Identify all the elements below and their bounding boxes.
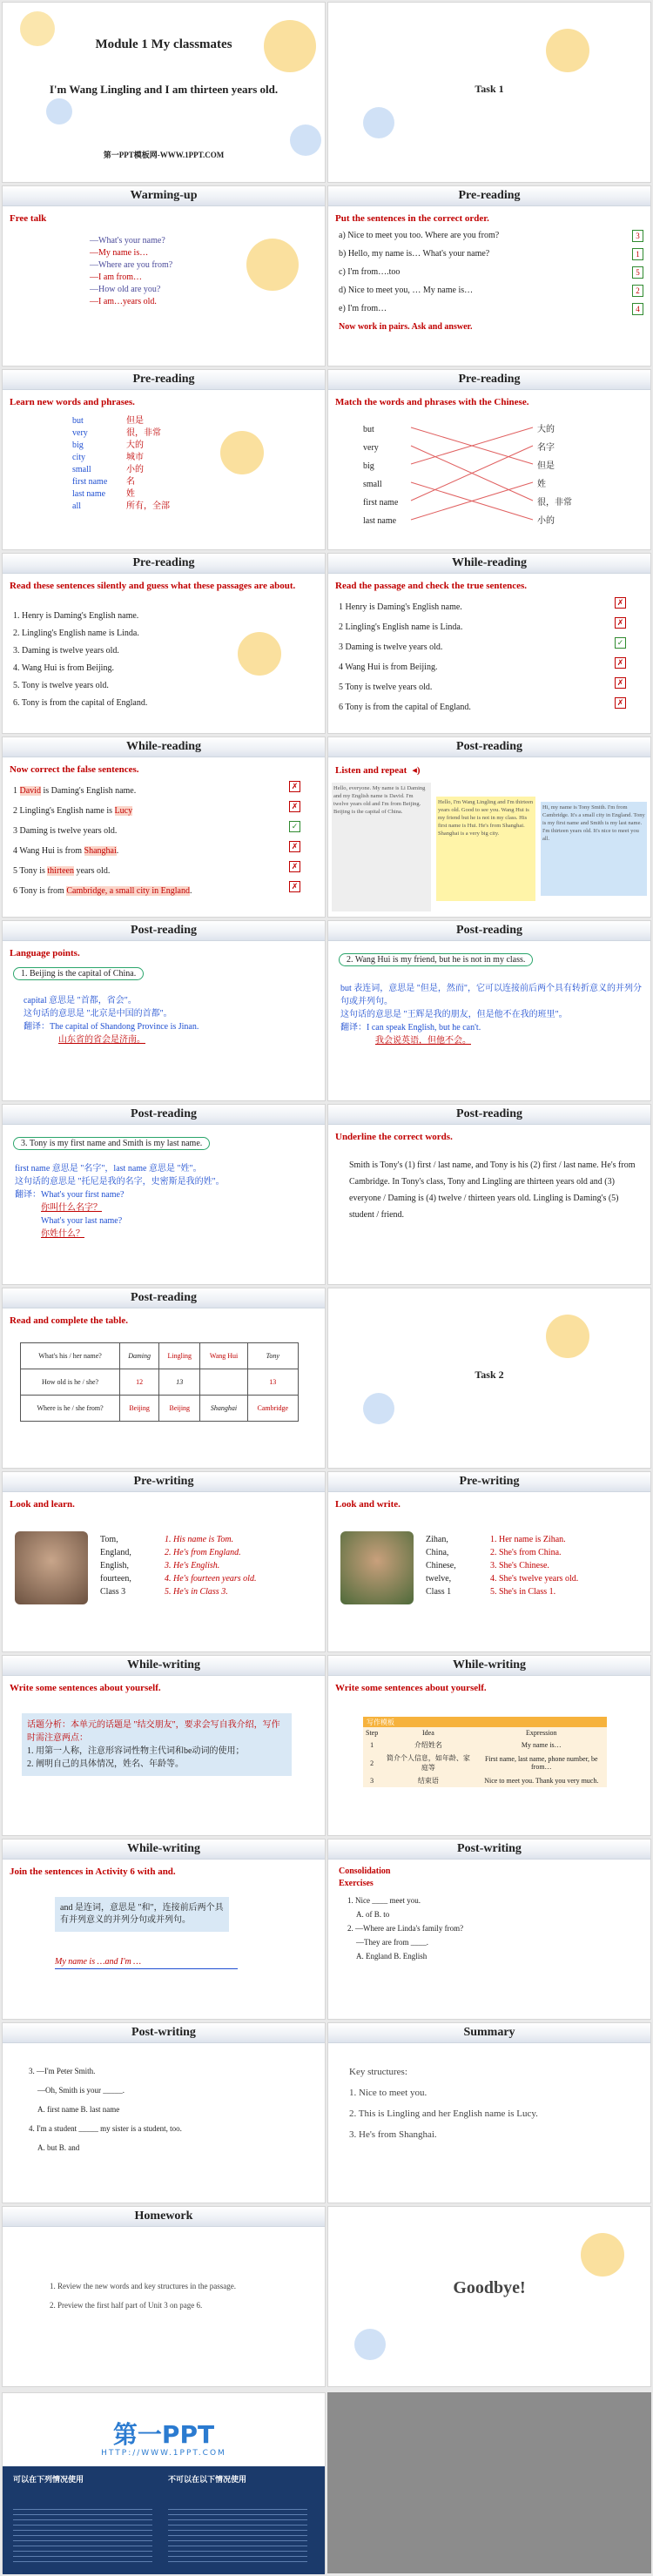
word-zh: 所有，全部 <box>126 501 170 511</box>
match-en[interactable]: last name <box>363 516 397 526</box>
table-cell: Cambridge <box>247 1396 298 1422</box>
match-zh[interactable]: 名字 <box>537 443 555 453</box>
info-item: England, <box>100 1548 131 1557</box>
check-box[interactable]: ✓ <box>289 821 300 832</box>
template-cell: 结束语 <box>417 1777 439 1785</box>
slide-heading: Write some sentences about yourself. <box>10 1683 161 1693</box>
slide-language-1[interactable] <box>2 920 326 1101</box>
passage-tony: Hi, my name is Tony Smith. I'm from Cambridge. It's a small city in England. Tony is my first name and Smith is my last name. I'm thirteen years old. It's nice to meet you all. <box>541 802 647 896</box>
word-zh: 但是 <box>126 416 144 426</box>
slide-underline[interactable] <box>327 1104 651 1285</box>
correct-text: 1 <box>13 786 20 796</box>
goodbye-text: Goodbye! <box>453 2278 526 2297</box>
table-header: What's his / her name? <box>21 1343 120 1369</box>
slide-look-learn[interactable] <box>2 1471 326 1652</box>
slide-bar: While-writing <box>3 1656 325 1676</box>
answer-line: 5. She's in Class 1. <box>490 1587 556 1597</box>
template-cell: 介绍姓名 <box>414 1741 442 1749</box>
dialog-line: —Where are you from? <box>90 260 173 270</box>
correct-word: Cambridge, a small city in England <box>66 886 190 896</box>
guess-item: 3. Daming is twelve years old. <box>13 646 119 656</box>
slide-words[interactable] <box>2 369 326 550</box>
slide-exercises-2[interactable] <box>2 2022 326 2203</box>
slide-bar: Pre-reading <box>328 370 650 390</box>
passage-daming: Hello, everyone. My name is Li Daming and my English name is David. I'm twelve years old and I'm from Beijing. Beijing is the capital of China. <box>332 783 431 911</box>
slide-bar: Post-reading <box>328 737 650 757</box>
word-zh: 小的 <box>126 465 144 474</box>
slide-bar: Summary <box>328 2023 650 2043</box>
brand-url[interactable]: HTTP://WWW.1PPT.COM <box>101 2449 226 2458</box>
dialog-line: —I am…years old. <box>90 297 157 306</box>
tip-box <box>22 1713 292 1776</box>
model-line: 3. He's English. <box>165 1561 220 1570</box>
match-en[interactable]: small <box>363 480 382 489</box>
homework-item: 2. Preview the first half part of Unit 3 on page 6. <box>50 2301 203 2310</box>
slide-summary[interactable] <box>327 2022 651 2203</box>
underline-passage: Smith is Tony's (1) first / last name, and Tony is his (2) first / last name. He's from Cambridge. In Tony's class, Tony and Lingling are thirteen years old and (3) everyone / Daming is (4) twelve / thirteen years old. Lingling is Daming's (5) student / friend. <box>349 1160 636 1220</box>
dialog-line: —I am from… <box>90 272 142 282</box>
slide-bar: Post-reading <box>3 921 325 941</box>
slide-table[interactable] <box>2 1288 326 1469</box>
options[interactable]: A. of B. to <box>356 1910 390 1919</box>
instruction: Now work in pairs. Ask and answer. <box>339 322 473 332</box>
correct-word: David <box>19 786 41 796</box>
table-cell: 13 <box>159 1369 200 1396</box>
check-item: 2 Lingling's English name is Linda. <box>339 622 463 632</box>
slide-title[interactable] <box>2 2 326 183</box>
table-cell: 13 <box>247 1369 298 1396</box>
slide-bar: Pre-reading <box>3 554 325 574</box>
slide-language-2[interactable] <box>327 920 651 1101</box>
correct-word: Lucy <box>114 806 133 816</box>
table-cell <box>200 1369 247 1396</box>
slide-bar: Post-reading <box>328 1105 650 1125</box>
logo-text: 第一PPT模板网-WWW.1PPT.COM <box>103 151 225 159</box>
question: —They are from ____. <box>356 1938 428 1947</box>
slide-heading: Look and write. <box>335 1499 401 1510</box>
slide-bar: Post-reading <box>328 921 650 941</box>
check-item: 6 Tony is from the capital of England. <box>339 703 471 712</box>
template-cell: First name, last name, phone number, be from… <box>484 1755 598 1771</box>
match-zh[interactable]: 小的 <box>537 516 555 526</box>
template-col: Step <box>366 1729 379 1737</box>
template-cell: 简介个人信息，如年龄、家庭等 <box>386 1754 470 1772</box>
slide-homework[interactable] <box>2 2206 326 2387</box>
ad-right-title: 不可以在以下情况使用 <box>168 2476 247 2485</box>
options[interactable]: A. but B. and <box>37 2143 80 2152</box>
model-line: 2. He's from England. <box>165 1548 241 1557</box>
page-title: Module 1 My classmates <box>95 37 232 51</box>
check-box[interactable]: ✗ <box>615 617 626 629</box>
boy-photo <box>15 1531 88 1604</box>
slide-bar: Pre-reading <box>3 370 325 390</box>
key-sentence: 2. Wang Hui is my friend, but he is not in my class. <box>339 953 533 966</box>
check-item: 5 Tony is twelve years old. <box>339 683 433 692</box>
check-box[interactable]: ✗ <box>289 781 300 792</box>
note-line: 这句话的意思是 "托尼是我的名字，史密斯是我的姓"。 <box>15 1177 225 1187</box>
match-en[interactable]: but <box>363 425 374 434</box>
summary-item: 1. Nice to meet you. <box>349 2088 427 2098</box>
slide-bar: Pre-reading <box>328 186 650 206</box>
question: 3. —I'm Peter Smith. <box>29 2067 96 2075</box>
task-title: Task 2 <box>475 1369 504 1381</box>
slide-exercises-1[interactable] <box>327 1839 651 2020</box>
table-header: Lingling <box>159 1343 200 1369</box>
model-line: 1. His name is Tom. <box>165 1535 234 1544</box>
note-line: 你姓什么？ <box>41 1229 84 1239</box>
slide-bar: Pre-writing <box>328 1472 650 1492</box>
check-box[interactable]: ✗ <box>615 677 626 689</box>
word-en: very <box>72 428 88 438</box>
word-en: first name <box>72 477 108 487</box>
slide-heading: Write some sentences about yourself. <box>335 1683 487 1693</box>
slide-task2[interactable] <box>327 1288 651 1469</box>
question: 2. —Where are Linda's family from? <box>347 1924 464 1933</box>
summary-item: 2. This is Lingling and her English name is Lucy. <box>349 2109 538 2119</box>
slide-join[interactable] <box>2 1839 326 2020</box>
slide-heading: Learn new words and phrases. <box>10 397 135 407</box>
answer-line: 4. She's twelve years old. <box>490 1574 579 1584</box>
table-cell: 12 <box>120 1369 159 1396</box>
check-item: 3 Daming is twelve years old. <box>339 642 443 652</box>
table-cell: Shanghai <box>200 1396 247 1422</box>
word-en: but <box>72 416 84 426</box>
key-sentence: 3. Tony is my first name and Smith is my last name. <box>13 1137 210 1150</box>
options[interactable]: A. first name B. last name <box>37 2105 120 2114</box>
slide-bar: While-writing <box>3 1840 325 1860</box>
order-number[interactable]: 5 <box>632 266 643 279</box>
correct-text: years old. <box>73 866 111 876</box>
check-box[interactable]: ✗ <box>615 697 626 709</box>
slide-bar: While-reading <box>3 737 325 757</box>
slide-heading: Put the sentences in the correct order. <box>335 213 489 224</box>
info-item: twelve, <box>426 1574 452 1584</box>
word-en: big <box>72 441 84 450</box>
correct-text: 2 Lingling's English name is <box>13 806 115 816</box>
slide-heading: Join the sentences in Activity 6 with and. <box>10 1866 176 1877</box>
word-en: all <box>72 501 81 511</box>
page-subtitle: I'm Wang Lingling and I am thirteen years old. <box>49 83 279 96</box>
dialog-line: —What's your name? <box>90 236 165 245</box>
match-en[interactable]: big <box>363 461 374 471</box>
note-line: 翻译：I can speak English, but he can't. <box>340 1023 481 1032</box>
dialog-line: —My name is… <box>90 248 149 258</box>
correct-word: Shanghai <box>84 846 117 856</box>
slide-heading: Read the passage and check the true sentences. <box>335 581 527 591</box>
guess-item: 5. Tony is twelve years old. <box>13 681 109 690</box>
info-item: Class 3 <box>100 1587 126 1597</box>
correct-text: is Daming's English name. <box>40 786 137 796</box>
summary-head: Key structures: <box>349 2067 407 2077</box>
options[interactable]: A. England B. English <box>356 1952 427 1961</box>
check-item: 4 Wang Hui is from Beijing. <box>339 662 438 672</box>
note-line: 翻译：The capital of Shandong Province is Jinan. <box>24 1022 199 1032</box>
key-sentence: 1. Beijing is the capital of China. <box>13 967 144 980</box>
slide-ad[interactable] <box>2 2392 326 2573</box>
slide-heading: Look and learn. <box>10 1499 75 1510</box>
info-table <box>20 1342 299 1422</box>
ad-left-title: 可以在下列情况使用 <box>13 2476 84 2485</box>
correct-text: 5 Tony is <box>13 866 48 876</box>
slide-bar: Post-writing <box>328 1840 650 1860</box>
girl-photo <box>340 1531 414 1604</box>
guess-item: 4. Wang Hui is from Beijing. <box>13 663 114 673</box>
info-item: Tom, <box>100 1535 118 1544</box>
info-item: English, <box>100 1561 130 1570</box>
slide-heading: Listen and repeat ◂) <box>335 765 421 776</box>
check-box[interactable]: ✗ <box>615 597 626 609</box>
slide-bar: Post-reading <box>3 1105 325 1125</box>
info-item: Zihan, <box>426 1535 448 1544</box>
question: 1. Nice ____ meet you. <box>347 1896 421 1905</box>
correct-text: . <box>116 846 119 856</box>
summary-item: 3. He's from Shanghai. <box>349 2129 437 2140</box>
order-number[interactable]: 4 <box>632 303 643 315</box>
note-line: 我会说英语，但他不会。 <box>375 1036 471 1046</box>
match-zh[interactable]: 很，非常 <box>537 498 572 508</box>
slide-check[interactable] <box>327 553 651 734</box>
slide-order[interactable] <box>327 185 651 367</box>
model-sentence: My name is …and I'm … <box>55 1956 238 1969</box>
word-zh: 姓 <box>126 489 135 499</box>
slide-bar: Homework <box>3 2207 325 2227</box>
template-col: Idea <box>422 1729 434 1737</box>
guess-item: 1. Henry is Daming's English name. <box>13 611 139 621</box>
order-number[interactable]: 2 <box>632 285 643 297</box>
template-cell: 2 <box>370 1759 374 1767</box>
slide-match[interactable] <box>327 369 651 550</box>
note-line: 这句话的意思是 "北京是中国的首都"。 <box>24 1009 172 1019</box>
guess-item: 2. Lingling's English name is Linda. <box>13 629 139 638</box>
word-en: last name <box>72 489 106 499</box>
table-header: Tony <box>247 1343 298 1369</box>
tip-line: 2. 阐明自己的具体情况，姓名、年龄等。 <box>27 1759 184 1769</box>
note-line: 山东省的省会是济南。 <box>58 1035 145 1045</box>
table-cell: Where is he / she from? <box>21 1396 120 1422</box>
ad-right-links[interactable] <box>168 2505 307 2566</box>
slide-heading: Read and complete the table. <box>10 1315 128 1326</box>
info-item: Chinese, <box>426 1561 456 1570</box>
template-table <box>363 1727 607 1787</box>
dialog-line: —How old are you? <box>90 285 161 294</box>
note-line: 翻译：What's your first name? <box>15 1190 125 1200</box>
check-box[interactable]: ✗ <box>615 657 626 669</box>
template-tag: 写作模板 <box>363 1717 607 1728</box>
word-zh: 城市 <box>126 453 144 462</box>
task-title: Task 1 <box>475 83 504 95</box>
note-line: 你叫什么名字？ <box>41 1203 102 1213</box>
info-item: fourteen, <box>100 1574 131 1584</box>
note-line: but 表连词，意思是 "但是，然而"，它可以连接前后两个具有转折意义的并列分句或并列句。 <box>340 984 642 1006</box>
template-cell: My name is… <box>521 1741 562 1749</box>
template-col: Expression <box>526 1729 557 1737</box>
table-header: Wang Hui <box>200 1343 247 1369</box>
match-zh[interactable]: 大的 <box>537 425 555 434</box>
slide-bar: While-writing <box>328 1656 650 1676</box>
slide-language-3[interactable] <box>2 1104 326 1285</box>
correct-text: 4 Wang Hui is from <box>13 846 84 856</box>
answer-line: 1. Her name is Zihan. <box>490 1535 566 1544</box>
slide-writing-template[interactable] <box>327 1655 651 1836</box>
note-line: first name 意思是 "名字"，last name 意思是 "姓"。 <box>15 1164 202 1174</box>
correct-text: 3 Daming is twelve years old. <box>13 826 118 836</box>
and-box: and 是连词，意思是 "和"，连接前后两个具有并列意义的并列分句或并列句。 <box>55 1897 229 1932</box>
slide-guess[interactable] <box>2 553 326 734</box>
empty-cell <box>327 2392 651 2573</box>
order-item: a) Nice to meet you too. Where are you from? <box>339 231 500 240</box>
order-item: b) Hello, my name is… What's your name? <box>339 249 490 259</box>
word-zh: 大的 <box>126 441 144 450</box>
match-en[interactable]: very <box>363 443 379 453</box>
correct-text: . <box>189 886 192 896</box>
tip-line: 话题分析：本单元的话题是 "结交朋友"，要求会写自我介绍，写作时需注意两点： <box>27 1720 280 1743</box>
speaker-icon[interactable]: ◂) <box>412 765 421 776</box>
slide-bar: While-reading <box>328 554 650 574</box>
slide-goodbye[interactable] <box>327 2206 651 2387</box>
order-item: e) I'm from… <box>339 304 387 313</box>
table-cell: Beijing <box>159 1396 200 1422</box>
order-number[interactable]: 1 <box>632 248 643 260</box>
check-box[interactable]: ✓ <box>615 637 626 649</box>
note-line: 这句话的意思是 "王辉是我的朋友，但是他不在我的班里"。 <box>340 1010 568 1019</box>
note-line: capital 意思是 "首都，省会"。 <box>24 996 137 1006</box>
word-zh: 名 <box>126 477 135 487</box>
slide-writing-tips[interactable] <box>2 1655 326 1836</box>
check-box[interactable]: ✗ <box>289 801 300 812</box>
slide-bar: Post-writing <box>3 2023 325 2043</box>
section-heading: Exercises <box>339 1879 374 1888</box>
check-box[interactable]: ✗ <box>289 841 300 852</box>
slide-warming-up[interactable] <box>2 185 326 367</box>
table-header: Daming <box>120 1343 159 1369</box>
slide-heading: Free talk <box>10 213 47 224</box>
info-item: China, <box>426 1548 449 1557</box>
question: —Oh, Smith is your _____. <box>37 2086 125 2095</box>
slide-heading: Now correct the false sentences. <box>10 764 139 775</box>
word-zh: 很，非常 <box>126 428 161 438</box>
match-zh[interactable]: 但是 <box>537 461 555 471</box>
passage-lingling: Hello, I'm Wang Lingling and I'm thirteen years old. Good to see you. Wang Hui is my friend but he is not in my class. His first name is Hui. He's from Shanghai. Shanghai is a very big city. <box>436 797 535 901</box>
ad-left-links[interactable] <box>13 2505 152 2566</box>
slide-heading: Underline the correct words. <box>335 1132 453 1142</box>
homework-item: 1. Review the new words and key structures in the passage. <box>50 2282 236 2290</box>
slide-listen[interactable] <box>327 736 651 918</box>
answer-line: 3. She's Chinese. <box>490 1561 549 1570</box>
slide-bar: Warming-up <box>3 186 325 206</box>
template-cell: Nice to meet you. Thank you very much. <box>484 1777 599 1785</box>
slide-look-write[interactable] <box>327 1471 651 1652</box>
correct-text: 6 Tony is from <box>13 886 67 896</box>
word-en: city <box>72 453 85 462</box>
template-cell: 3 <box>370 1777 374 1785</box>
model-line: 4. He's fourteen years old. <box>165 1574 257 1584</box>
order-item: c) I'm from….too <box>339 267 401 277</box>
section-heading: Consolidation <box>339 1866 391 1876</box>
correct-word: thirteen <box>47 866 74 876</box>
tip-line: 1. 用第一人称，注意形容词性物主代词和be动词的使用； <box>27 1746 245 1756</box>
slide-correct[interactable] <box>2 736 326 918</box>
slide-bar: Post-reading <box>3 1288 325 1308</box>
slide-heading: Match the words and phrases with the Chinese. <box>335 397 529 407</box>
slide-heading: Language points. <box>10 948 80 958</box>
check-box[interactable]: ✗ <box>289 861 300 872</box>
table-cell: Beijing <box>120 1396 159 1422</box>
slide-task1[interactable] <box>327 2 651 183</box>
order-number[interactable]: 3 <box>632 230 643 242</box>
match-en[interactable]: first name <box>363 498 399 508</box>
table-cell: How old is he / she? <box>21 1369 120 1396</box>
question: 4. I'm a student _____ my sister is a student, too. <box>29 2124 182 2133</box>
answer-line: 2. She's from China. <box>490 1548 562 1557</box>
guess-item: 6. Tony is from the capital of England. <box>13 698 148 708</box>
template-cell: 1 <box>370 1741 374 1749</box>
info-item: Class 1 <box>426 1587 452 1597</box>
slide-bar: Pre-writing <box>3 1472 325 1492</box>
word-en: small <box>72 465 91 474</box>
slide-heading: Read these sentences silently and guess what these passages are about. <box>10 581 296 591</box>
order-item: d) Nice to meet you, … My name is… <box>339 286 474 295</box>
check-box[interactable]: ✗ <box>289 881 300 892</box>
match-zh[interactable]: 姓 <box>537 480 546 489</box>
note-line: What's your last name? <box>41 1216 123 1226</box>
model-line: 5. He's in Class 3. <box>165 1587 228 1597</box>
check-item: 1 Henry is Daming's English name. <box>339 602 462 612</box>
brand-logo: 第一PPT <box>112 2420 215 2449</box>
